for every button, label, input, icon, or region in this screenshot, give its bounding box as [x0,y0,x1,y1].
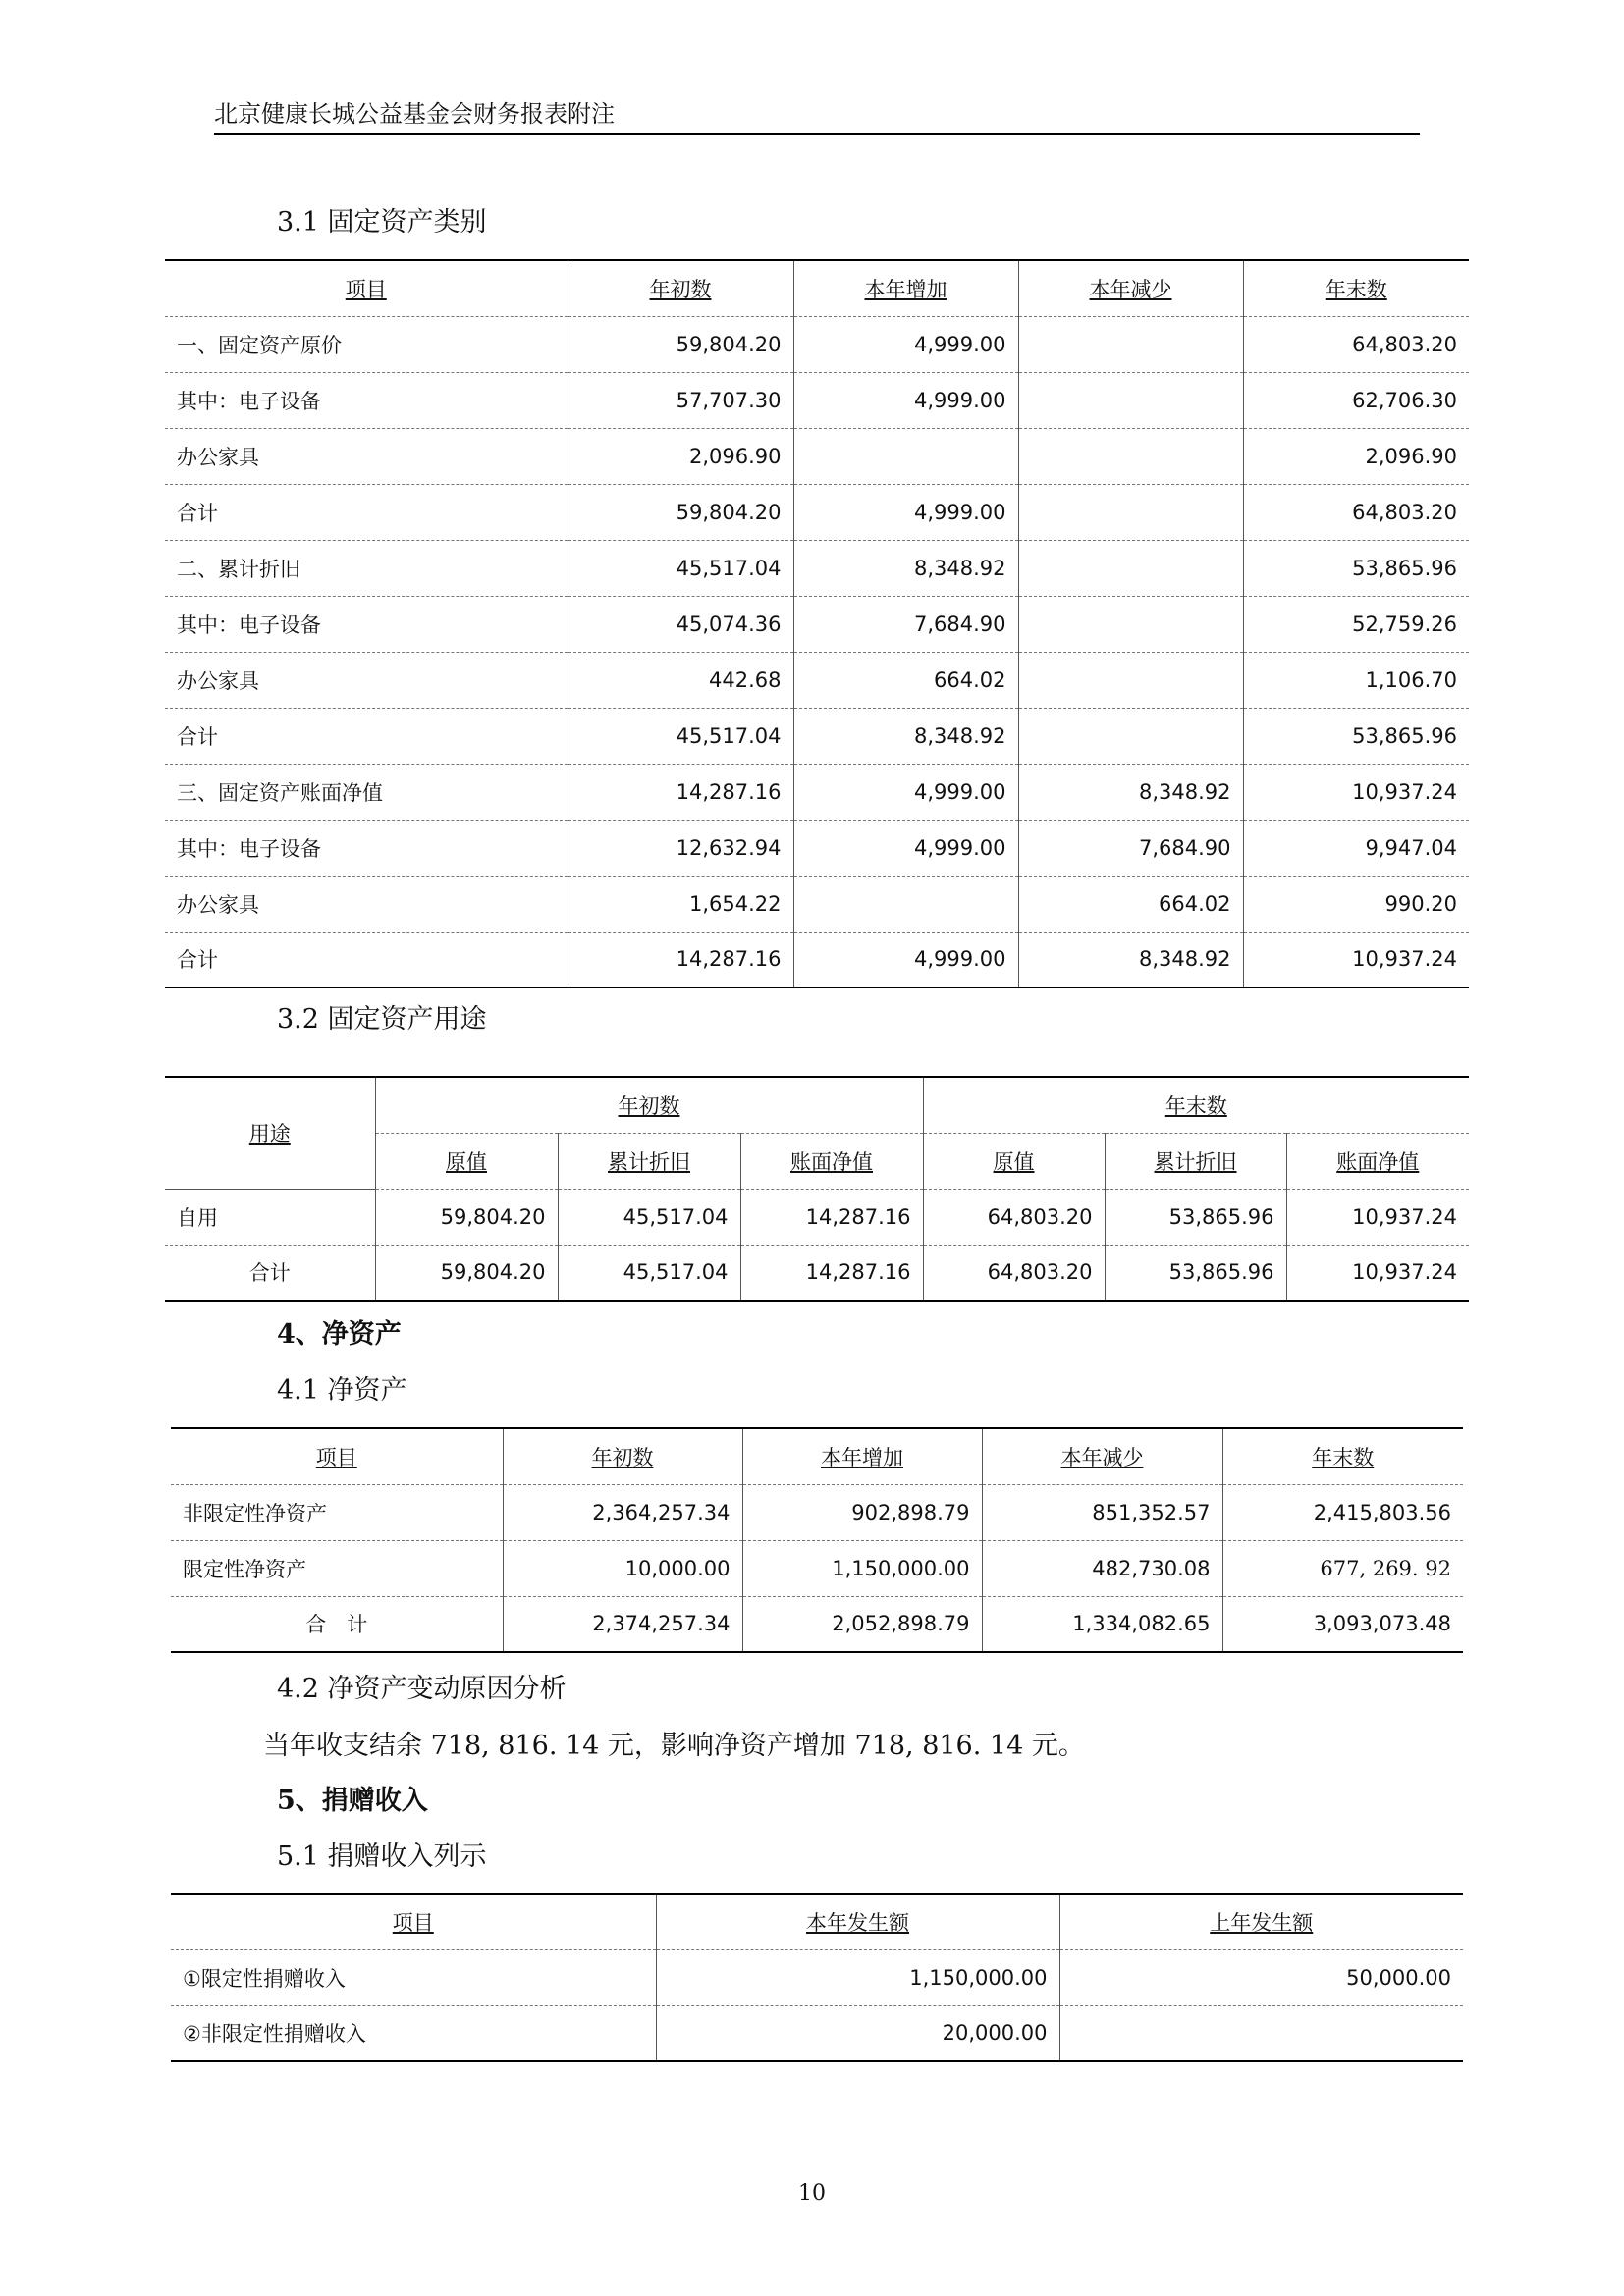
cell-end: 10,937.24 [1243,764,1469,820]
row-label: 合计 [165,708,568,764]
col-header: 年末数 [1222,1428,1463,1484]
row-label: 合 计 [171,1596,503,1652]
cell-begin: 59,804.20 [568,316,793,372]
cell-increase: 4,999.00 [793,316,1018,372]
table-row [165,820,1469,876]
table-row [171,1596,1463,1652]
cell-current-year: 1,150,000.00 [656,1949,1059,2005]
section-3-2-title: 3.2 固定资产用途 [277,1004,487,1035]
section-3-1-title: 3.1 固定资产类别 [277,207,487,238]
cell-decrease: 1,334,082.65 [982,1596,1222,1652]
sub-header: 原值 [375,1133,558,1189]
row-label: 三、固定资产账面净值 [165,764,568,820]
cell-value: 59,804.20 [375,1189,558,1245]
table-row [165,428,1469,484]
cell-begin: 57,707.30 [568,372,793,428]
row-label: 限定性净资产 [171,1540,503,1596]
cell-decrease [1018,372,1243,428]
row-label: 二、累计折旧 [165,540,568,596]
cell-begin: 14,287.16 [568,764,793,820]
cell-end: 53,865.96 [1243,540,1469,596]
cell-increase: 8,348.92 [793,540,1018,596]
cell-decrease [1018,428,1243,484]
cell-increase: 4,999.00 [793,764,1018,820]
row-label: 合计 [165,484,568,540]
table-row [171,1540,1463,1596]
table-row [165,876,1469,932]
section-4-title: 4、净资产 [277,1319,402,1350]
table-row [165,1245,1469,1301]
fixed-asset-category-table [165,259,1469,988]
cell-increase: 8,348.92 [793,708,1018,764]
table-header-row [171,1894,1463,1949]
table-row [165,372,1469,428]
cell-begin: 45,074.36 [568,596,793,652]
cell-decrease: 482,730.08 [982,1540,1222,1596]
donation-income-table [171,1893,1463,2062]
cell-value: 10,937.24 [1286,1189,1469,1245]
cell-increase: 4,999.00 [793,484,1018,540]
cell-value: 45,517.04 [558,1245,740,1301]
cell-value: 14,287.16 [740,1189,923,1245]
cell-end: 9,947.04 [1243,820,1469,876]
cell-end: 53,865.96 [1243,708,1469,764]
col-header-use: 用途 [165,1077,375,1189]
table-row [165,540,1469,596]
section-4-1-title: 4.1 净资产 [277,1375,407,1406]
row-label: 办公家具 [165,652,568,708]
col-header: 本年减少 [982,1428,1222,1484]
table-row [165,932,1469,988]
section-4-2-title: 4.2 净资产变动原因分析 [277,1674,567,1704]
cell-decrease: 664.02 [1018,876,1243,932]
row-label: 合计 [165,932,568,988]
col-header: 项目 [165,260,568,316]
table-header-row [171,1428,1463,1484]
col-header-begin: 年初数 [375,1077,923,1133]
table-row [165,596,1469,652]
fixed-asset-usage-table [165,1076,1469,1302]
row-label: 非限定性净资产 [171,1484,503,1540]
cell-increase: 4,999.00 [793,372,1018,428]
cell-end: 2,096.90 [1243,428,1469,484]
cell-prior-year [1059,2005,1463,2061]
row-label: ①限定性捐赠收入 [171,1949,656,2005]
cell-increase [793,428,1018,484]
section-5-1-title: 5.1 捐赠收入列示 [277,1842,487,1872]
cell-begin: 12,632.94 [568,820,793,876]
col-header: 本年减少 [1018,260,1243,316]
cell-decrease: 8,348.92 [1018,932,1243,988]
cell-decrease [1018,708,1243,764]
table-row [165,484,1469,540]
row-label: 其中：电子设备 [165,596,568,652]
cell-decrease [1018,484,1243,540]
cell-end: 677, 269. 92 [1222,1540,1463,1596]
sub-header: 原值 [923,1133,1105,1189]
cell-begin: 2,096.90 [568,428,793,484]
net-assets-table [171,1427,1463,1653]
row-label: 合计 [165,1245,375,1301]
table-row [171,1949,1463,2005]
cell-value: 45,517.04 [558,1189,740,1245]
table-row [171,1484,1463,1540]
cell-begin: 2,364,257.34 [503,1484,742,1540]
sub-header: 账面净值 [740,1133,923,1189]
cell-decrease [1018,540,1243,596]
cell-begin: 59,804.20 [568,484,793,540]
table-header-row [165,260,1469,316]
cell-begin: 14,287.16 [568,932,793,988]
cell-value: 53,865.96 [1105,1189,1286,1245]
row-label: 一、固定资产原价 [165,316,568,372]
row-label: 办公家具 [165,876,568,932]
cell-end: 990.20 [1243,876,1469,932]
cell-begin: 2,374,257.34 [503,1596,742,1652]
table-row [165,316,1469,372]
cell-end: 64,803.20 [1243,316,1469,372]
page-number: 10 [798,2181,826,2206]
cell-increase: 4,999.00 [793,932,1018,988]
col-header: 项目 [171,1894,656,1949]
cell-increase: 4,999.00 [793,820,1018,876]
col-header: 年末数 [1243,260,1469,316]
cell-begin: 45,517.04 [568,540,793,596]
row-label: ②非限定性捐赠收入 [171,2005,656,2061]
cell-end: 52,759.26 [1243,596,1469,652]
col-header: 本年增加 [742,1428,982,1484]
col-header: 上年发生额 [1059,1894,1463,1949]
cell-decrease [1018,316,1243,372]
cell-end: 2,415,803.56 [1222,1484,1463,1540]
sub-header: 账面净值 [1286,1133,1469,1189]
col-header: 项目 [171,1428,503,1484]
cell-begin: 442.68 [568,652,793,708]
cell-begin: 1,654.22 [568,876,793,932]
net-assets-change-text: 当年收支结余 718, 816. 14 元，影响净资产增加 718, 816. 14 元。 [263,1731,1085,1761]
cell-decrease [1018,652,1243,708]
cell-end: 62,706.30 [1243,372,1469,428]
cell-increase: 1,150,000.00 [742,1540,982,1596]
cell-end: 10,937.24 [1243,932,1469,988]
cell-increase [793,876,1018,932]
cell-value: 64,803.20 [923,1245,1105,1301]
cell-decrease [1018,596,1243,652]
col-header: 年初数 [568,260,793,316]
section-5-title: 5、捐赠收入 [277,1786,428,1816]
cell-value: 53,865.96 [1105,1245,1286,1301]
table-row [165,708,1469,764]
row-label: 自用 [165,1189,375,1245]
cell-value: 10,937.24 [1286,1245,1469,1301]
cell-increase: 2,052,898.79 [742,1596,982,1652]
sub-header: 累计折旧 [1105,1133,1286,1189]
col-header: 本年增加 [793,260,1018,316]
col-header: 本年发生额 [656,1894,1059,1949]
col-header: 年初数 [503,1428,742,1484]
cell-decrease: 851,352.57 [982,1484,1222,1540]
row-label: 其中：电子设备 [165,820,568,876]
cell-begin: 45,517.04 [568,708,793,764]
cell-increase: 7,684.90 [793,596,1018,652]
cell-current-year: 20,000.00 [656,2005,1059,2061]
page-header [214,94,1420,135]
cell-decrease: 7,684.90 [1018,820,1243,876]
cell-end: 64,803.20 [1243,484,1469,540]
table-row [165,764,1469,820]
cell-end: 1,106.70 [1243,652,1469,708]
row-label: 办公家具 [165,428,568,484]
cell-prior-year: 50,000.00 [1059,1949,1463,2005]
cell-value: 64,803.20 [923,1189,1105,1245]
cell-increase: 664.02 [793,652,1018,708]
cell-value: 59,804.20 [375,1245,558,1301]
table-row [171,2005,1463,2061]
cell-increase: 902,898.79 [742,1484,982,1540]
table-row [165,1189,1469,1245]
cell-begin: 10,000.00 [503,1540,742,1596]
table-row [165,652,1469,708]
cell-decrease: 8,348.92 [1018,764,1243,820]
table-header-row [165,1077,1469,1133]
cell-end: 3,093,073.48 [1222,1596,1463,1652]
sub-header: 累计折旧 [558,1133,740,1189]
header-title: 北京健康长城公益基金会财务报表附注 [214,100,615,128]
row-label: 其中：电子设备 [165,372,568,428]
col-header-end: 年末数 [923,1077,1469,1133]
cell-value: 14,287.16 [740,1245,923,1301]
